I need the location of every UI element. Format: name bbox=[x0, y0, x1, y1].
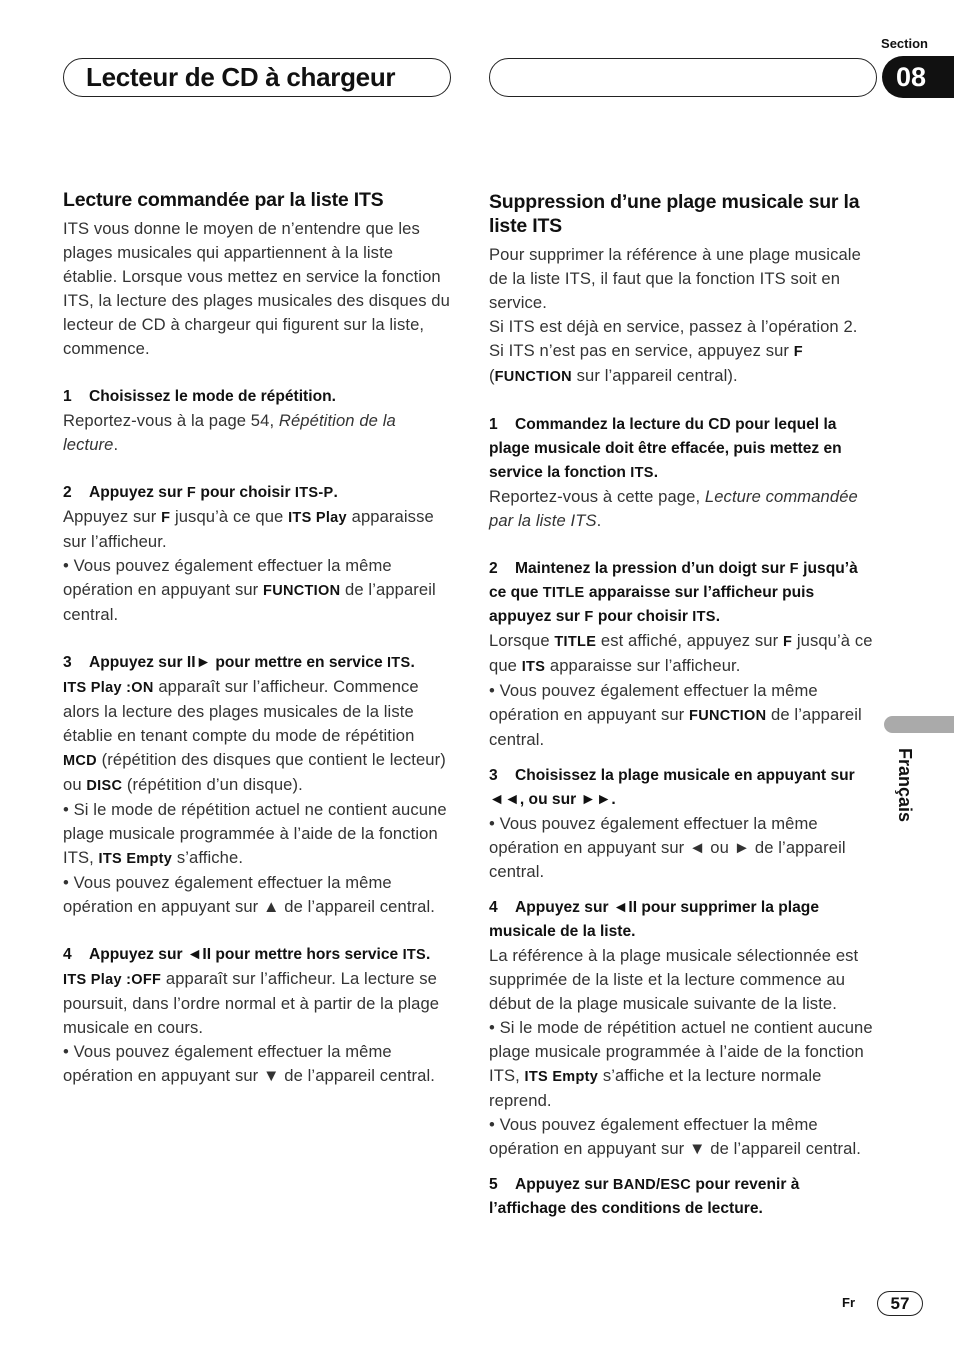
right-step-5-title: 5 Appuyez sur BAND/ESC pour revenir à l’affichage des conditions de lecture. bbox=[489, 1176, 800, 1217]
left-step-3-note-1: • Si le mode de répétition actuel ne contient aucune plage musicale programmée à l’aide de la fonction ITS, ITS Empty s’affiche. bbox=[63, 800, 447, 867]
right-heading: Suppression d’une plage musicale sur la liste ITS bbox=[489, 191, 860, 237]
rewind-icon: ◄◄ bbox=[489, 791, 520, 808]
left-step-4-title: 4 Appuyez sur ◄II pour mettre hors service ITS. bbox=[63, 946, 431, 963]
right-step-4-title: 4 Appuyez sur ◄II pour supprimer la plage musicale de la liste. bbox=[489, 899, 819, 940]
left-step-2-body: Appuyez sur F jusqu’à ce que ITS Play apparaisse sur l’afficheur. bbox=[63, 507, 434, 551]
right-step-4-note-2: • Vous pouvez également effectuer la même opération en appuyant sur ▼ de l’appareil central. bbox=[489, 1115, 861, 1158]
right-intro-1: Pour supprimer la référence à une plage musicale de la liste ITS, il faut que la fonction ITS soit en service. bbox=[489, 245, 861, 312]
left-step-1-title: 1 Choisissez le mode de répétition. bbox=[63, 388, 336, 405]
left-step-1-body: Reportez-vous à la page 54, Répétition de la lecture. bbox=[63, 411, 396, 454]
reverse-pause-icon: ◄II bbox=[612, 899, 638, 916]
left-step-2-title: 2 Appuyez sur F pour choisir ITS-P. bbox=[63, 484, 338, 501]
language-tab bbox=[884, 716, 954, 733]
right-step-4-note-1: • Si le mode de répétition actuel ne contient aucune plage musicale programmée à l’aide de la fonction ITS, ITS Empty s’affiche et la lecture normale reprend. bbox=[489, 1018, 873, 1110]
left-arrow-icon: ◄ bbox=[689, 838, 706, 857]
play-pause-icon: II► bbox=[186, 654, 212, 671]
page-number: 57 bbox=[877, 1291, 923, 1316]
left-intro: ITS vous donne le moyen de n’entendre que les plages musicales qui appartiennent à la liste établie. Lorsque vous mettez en service la fonction ITS, la lecture des plages musicales des disques du lecteur de CD à chargeur qui figurent sur la liste, commence. bbox=[63, 219, 450, 358]
up-arrow-icon: ▲ bbox=[263, 897, 280, 916]
left-heading: Lecture commandée par la liste ITS bbox=[63, 189, 384, 211]
down-arrow-icon: ▼ bbox=[263, 1066, 280, 1085]
left-step-2-note: • Vous pouvez également effectuer la même opération en appuyant sur FUNCTION de l’appareil central. bbox=[63, 556, 436, 624]
right-intro-3: Si ITS n’est pas en service, appuyez sur F (FUNCTION sur l’appareil central). bbox=[489, 341, 803, 385]
right-step-1-body: Reportez-vous à cette page, Lecture commandée par la liste ITS. bbox=[489, 487, 858, 530]
right-arrow-icon: ► bbox=[733, 838, 751, 857]
right-step-3-title: 3 Choisissez la plage musicale en appuyant sur ◄◄, ou sur ►►. bbox=[489, 767, 855, 808]
section-number-badge: 08 bbox=[882, 56, 954, 98]
language-code: Fr bbox=[842, 1295, 855, 1310]
chapter-title-frame bbox=[63, 58, 451, 97]
right-column bbox=[489, 188, 877, 1221]
right-step-3-note: • Vous pouvez également effectuer la même opération en appuyant sur ◄ ou ► de l’appareil central. bbox=[489, 814, 846, 881]
left-step-3-body: ITS Play :ON apparaît sur l’afficheur. Commence alors la lecture des plages musicales de la liste établie en tenant compte du mode de répétition MCD (répétition des disques que contient le lecteur) ou DISC (répétition d’un disque). bbox=[63, 677, 446, 794]
left-step-4-body: ITS Play :OFF apparaît sur l’afficheur. La lecture se poursuit, dans l’ordre normal et à partir de la plage musicale en cours. bbox=[63, 969, 440, 1037]
section-title-frame bbox=[489, 58, 877, 97]
section-label: Section bbox=[881, 36, 928, 51]
chapter-title: Lecteur de CD à chargeur bbox=[86, 62, 396, 92]
left-step-3-note-2: • Vous pouvez également effectuer la même opération en appuyant sur ▲ de l’appareil central. bbox=[63, 873, 435, 916]
right-step-4-body: La référence à la plage musicale sélectionnée est supprimée de la liste et la lecture commence au début de la plage musicale suivante de la liste. bbox=[489, 946, 859, 1013]
left-step-4-note: • Vous pouvez également effectuer la même opération en appuyant sur ▼ de l’appareil central. bbox=[63, 1042, 435, 1085]
down-arrow-icon: ▼ bbox=[689, 1139, 706, 1158]
left-step-3-title: 3 Appuyez sur II► pour mettre en service ITS. bbox=[63, 654, 415, 671]
right-step-2-body: Lorsque TITLE est affiché, appuyez sur F jusqu’à ce que ITS apparaisse sur l’afficheur. bbox=[489, 631, 873, 675]
right-step-2-note: • Vous pouvez également effectuer la même opération en appuyant sur FUNCTION de l’appareil central. bbox=[489, 681, 862, 749]
right-intro-2: Si ITS est déjà en service, passez à l’opération 2. bbox=[489, 317, 858, 336]
right-step-1-title: 1 Commandez la lecture du CD pour lequel la plage musicale doit être effacée, puis mettez en service la fonction ITS. bbox=[489, 416, 842, 481]
language-label: Français bbox=[895, 748, 915, 823]
reverse-pause-icon: ◄II bbox=[186, 946, 212, 963]
fast-forward-icon: ►► bbox=[580, 791, 612, 808]
left-column bbox=[63, 188, 451, 1088]
right-step-2-title: 2 Maintenez la pression d’un doigt sur F jusqu’à ce que TITLE apparaisse sur l’afficheur puis appuyez sur F pour choisir ITS. bbox=[489, 560, 858, 625]
